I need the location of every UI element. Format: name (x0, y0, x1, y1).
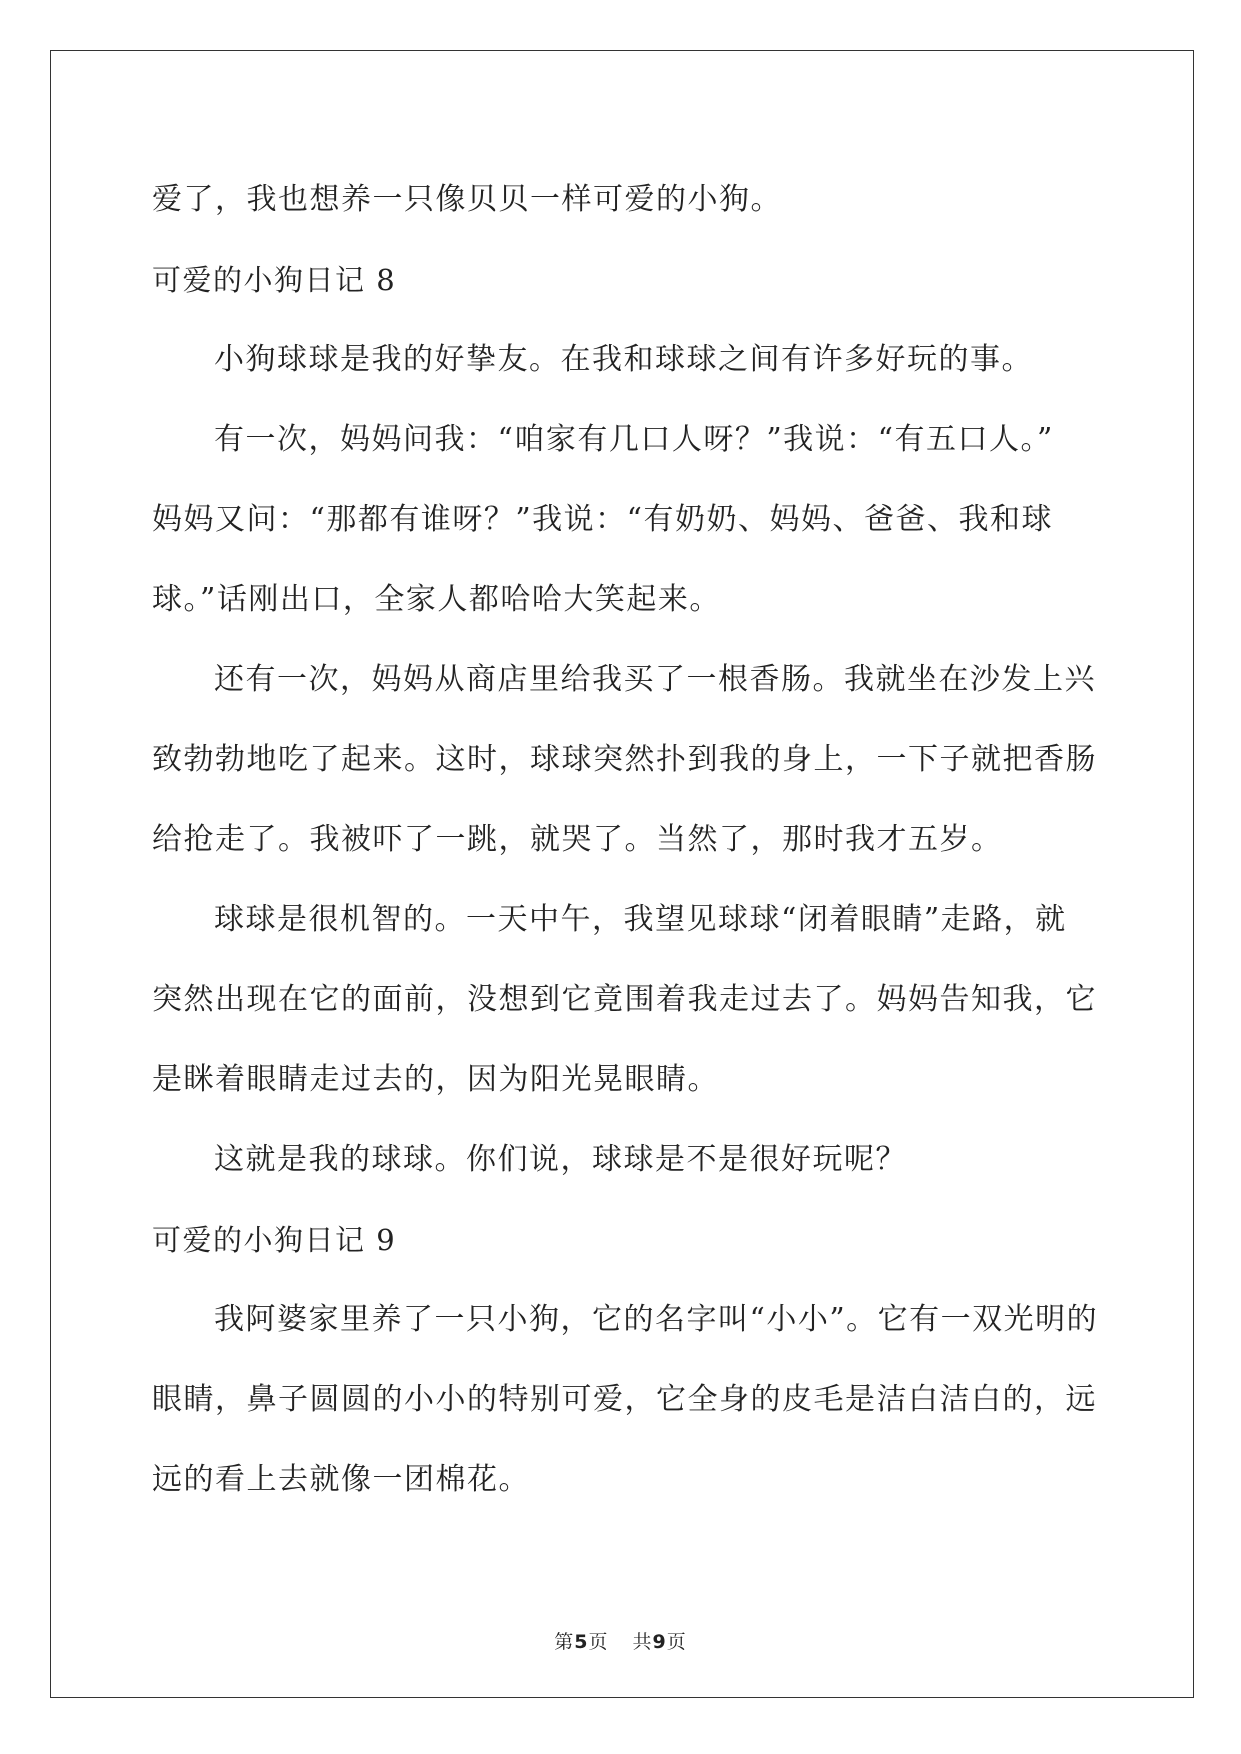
document-body (152, 160, 1099, 1520)
text-line: 给抢走了。我被吓了一跳，就哭了。当然了，那时我才五岁。 (152, 822, 1003, 857)
paragraph-start: 还有一次，妈妈从商店里给我买了一根香肠。我就坐在沙发上兴 (214, 662, 1096, 697)
text-line: 眼睛，鼻子圆圆的小小的特别可爱，它全身的皮毛是洁白洁白的，远 (152, 1382, 1097, 1417)
text-line: 致勃勃地吃了起来。这时，球球突然扑到我的身上，一下子就把香肠 (152, 742, 1097, 777)
text-line: 妈妈又问：“那都有谁呀？”我说：“有奶奶、妈妈、爸爸、我和球 (152, 502, 1054, 537)
text-line: 是眯着眼睛走过去的，因为阳光晃眼睛。 (152, 1062, 719, 1097)
total-page-number: 9 (652, 1631, 667, 1653)
paragraph-start: 我阿婆家里养了一只小狗，它的名字叫“小小”。它有一双光明的 (214, 1302, 1099, 1337)
paragraph-start: 这就是我的球球。你们说，球球是不是很好玩呢？ (214, 1142, 907, 1177)
current-page-number: 5 (574, 1631, 589, 1653)
page-footer (0, 1627, 1241, 1654)
section-heading: 可爱的小狗日记 8 (152, 263, 397, 297)
page-number-label: 第5页 (554, 1631, 609, 1653)
paragraph-start: 有一次，妈妈问我：“咱家有几口人呀？”我说：“有五口人。” (214, 422, 1054, 457)
text-line: 远的看上去就像一团棉花。 (152, 1462, 530, 1497)
text-line: 球。”话刚出口，全家人都哈哈大笑起来。 (152, 582, 721, 617)
text-line: 爱了，我也想养一只像贝贝一样可爱的小狗。 (152, 182, 782, 217)
paragraph-start: 球球是很机智的。一天中午，我望见球球“闭着眼睛”走路，就 (214, 902, 1067, 937)
total-pages-label: 共9页 (632, 1631, 687, 1653)
section-heading: 可爱的小狗日记 9 (152, 1223, 397, 1257)
paragraph-start: 小狗球球是我的好挚友。在我和球球之间有许多好玩的事。 (214, 342, 1033, 377)
text-line: 突然出现在它的面前，没想到它竟围着我走过去了。妈妈告知我，它 (152, 982, 1097, 1017)
